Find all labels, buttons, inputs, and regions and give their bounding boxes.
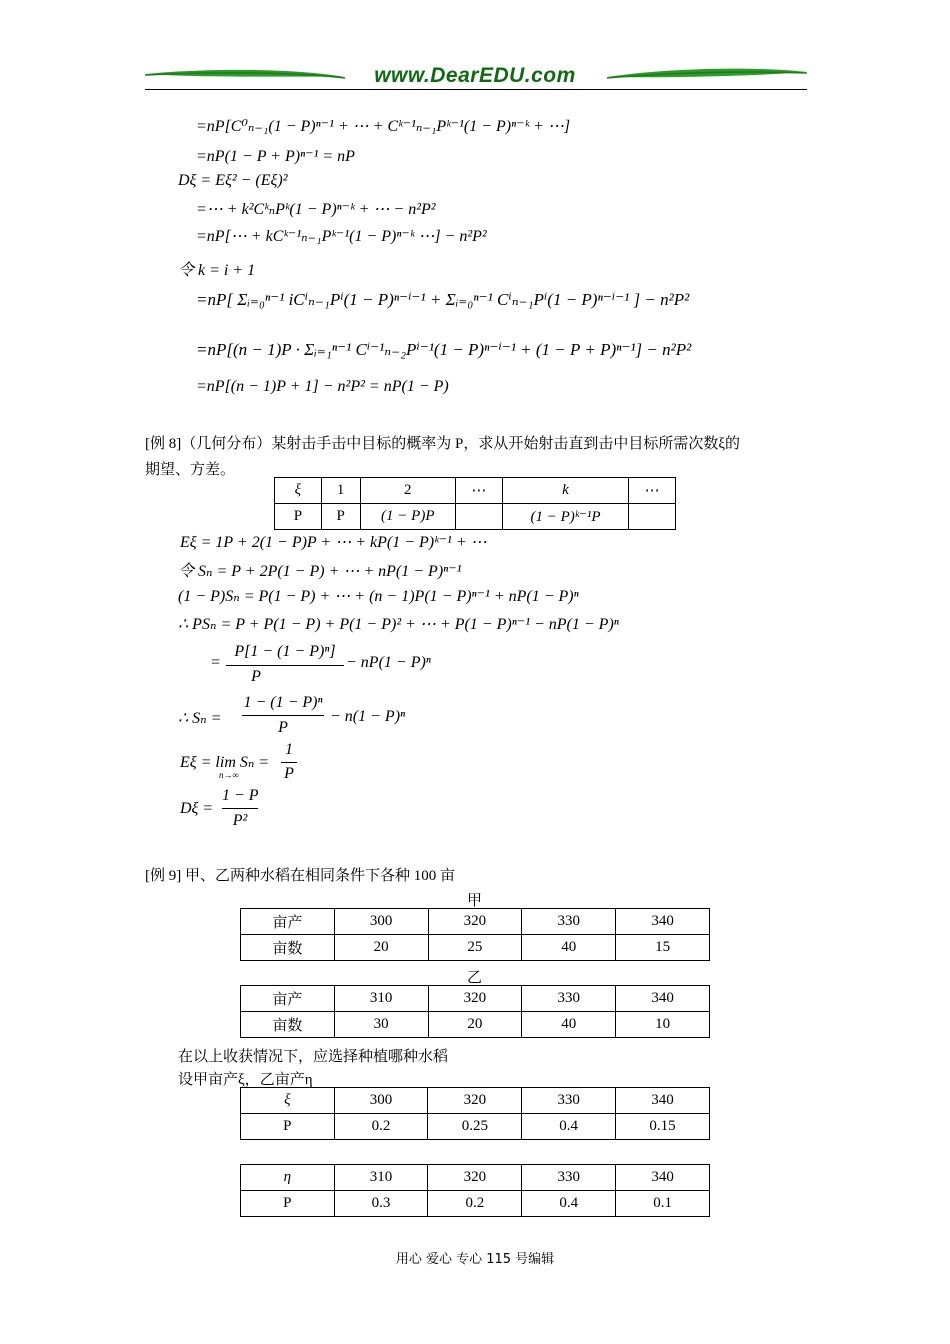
table-cell xyxy=(456,504,503,530)
formula-line: Eξ = 1P + 2(1 − P)P + ⋯ + kP(1 − P)ᵏ⁻¹ + ⋯ xyxy=(180,534,487,551)
example9-setup: 设甲亩产ξ，乙亩产η xyxy=(178,1072,313,1088)
table-cell: 320 xyxy=(428,1165,522,1191)
table-cell: 亩产 xyxy=(241,986,335,1012)
table-cell: ⋯ xyxy=(456,478,503,504)
table-cell: 310 xyxy=(334,986,428,1012)
formula-line: =nP[C⁰ₙ₋₁(1 − P)ⁿ⁻¹ + ⋯ + Cᵏ⁻¹ₙ₋₁Pᵏ⁻¹(1 − P)ⁿ⁻ᵏ + ⋯] xyxy=(196,118,571,135)
table-cell: 亩数 xyxy=(241,935,335,961)
formula-line: ∴ PSₙ = P + P(1 − P) + P(1 − P)² + ⋯ + P(1 − P)ⁿ⁻¹ − nP(1 − P)ⁿ xyxy=(178,616,619,633)
fraction-denominator: P xyxy=(251,668,261,685)
table-cell: 300 xyxy=(334,1088,428,1114)
table-eta xyxy=(240,1164,710,1217)
table-cell: 0.1 xyxy=(616,1191,710,1217)
table-yi xyxy=(240,985,710,1038)
fraction-bar xyxy=(242,715,324,716)
table-cell: (1 − P)P xyxy=(360,504,456,530)
fraction-bar xyxy=(226,665,344,666)
table-cell: 0.2 xyxy=(428,1191,522,1217)
table-cell: ξ xyxy=(275,478,322,504)
formula-lead: ∴ Sₙ = xyxy=(178,710,222,727)
table-cell: 330 xyxy=(522,1088,616,1114)
geometric-distribution-table xyxy=(274,477,676,530)
table-caption: 甲 xyxy=(467,893,483,909)
table-cell: 40 xyxy=(522,1012,616,1038)
table-cell: 20 xyxy=(428,1012,522,1038)
fraction-denominator: P xyxy=(278,719,288,736)
limit-subscript: n→∞ xyxy=(219,770,239,780)
table-cell: 2 xyxy=(360,478,456,504)
table-jia xyxy=(240,908,710,961)
table-cell: 0.15 xyxy=(616,1114,710,1140)
table-caption: 乙 xyxy=(467,970,483,986)
table-cell: 340 xyxy=(616,909,710,935)
table-cell: 30 xyxy=(334,1012,428,1038)
table-cell: P xyxy=(241,1114,335,1140)
table-cell: P xyxy=(321,504,360,530)
table-cell: P xyxy=(275,504,322,530)
table-cell: 340 xyxy=(616,986,710,1012)
fraction-denominator: P² xyxy=(232,812,248,829)
table-cell: 0.2 xyxy=(334,1114,428,1140)
formula-lead: Dξ = xyxy=(180,800,214,817)
formula-line: 令 k = i + 1 xyxy=(178,262,256,279)
site-title[interactable]: www.DearEDU.com xyxy=(374,64,576,87)
table-cell: 320 xyxy=(428,1088,522,1114)
table-cell: 25 xyxy=(428,935,522,961)
fraction-numerator: 1 − P xyxy=(222,787,259,804)
table-cell: 330 xyxy=(522,986,616,1012)
table-cell: 320 xyxy=(428,986,522,1012)
table-cell: 20 xyxy=(334,935,428,961)
header-rule xyxy=(145,89,807,90)
formula-prefix: = xyxy=(210,654,221,671)
formula-line: =⋯ + k²CᵏₙPᵏ(1 − P)ⁿ⁻ᵏ + ⋯ − n²P² xyxy=(196,201,436,218)
table-xi xyxy=(240,1087,710,1140)
fraction-numerator: 1 − (1 − P)ⁿ xyxy=(243,694,323,711)
table-cell xyxy=(629,504,676,530)
formula-line: 令 Sₙ = P + 2P(1 − P) + ⋯ + nP(1 − P)ⁿ⁻¹ xyxy=(178,563,462,580)
table-cell: 40 xyxy=(522,935,616,961)
table-cell: 340 xyxy=(616,1165,710,1191)
formula-lead: Eξ = lim Sₙ = xyxy=(180,754,270,771)
table-cell: η xyxy=(241,1165,335,1191)
table-cell: 320 xyxy=(428,909,522,935)
formula-line: =nP[(n − 1)P · Σᵢ₌₁ⁿ⁻¹ Cⁱ⁻¹ₙ₋₂Pⁱ⁻¹(1 − P)ⁿ⁻ⁱ⁻¹ + (1 − P + P)ⁿ⁻¹] − n²P² xyxy=(196,340,692,359)
table-cell: 330 xyxy=(522,1165,616,1191)
formula-line: =nP(1 − P + P)ⁿ⁻¹ = nP xyxy=(196,148,355,165)
fraction-numerator: P[1 − (1 − P)ⁿ] xyxy=(234,643,336,660)
fraction-denominator: P xyxy=(284,765,294,782)
table-cell: 0.25 xyxy=(428,1114,522,1140)
table-cell: 亩数 xyxy=(241,1012,335,1038)
table-cell: 0.4 xyxy=(522,1191,616,1217)
table-cell: 300 xyxy=(334,909,428,935)
formula-line: =nP[(n − 1)P + 1] − n²P² = nP(1 − P) xyxy=(196,378,449,395)
formula-line: (1 − P)Sₙ = P(1 − P) + ⋯ + (n − 1)P(1 − P)ⁿ⁻¹ + nP(1 − P)ⁿ xyxy=(178,588,579,605)
page-footer: 用心 爱心 专心 115 号编辑 xyxy=(395,1252,555,1267)
formula-suffix: − n(1 − P)ⁿ xyxy=(330,708,406,725)
table-cell: 亩产 xyxy=(241,909,335,935)
formula-line: =nP[⋯ + kCᵏ⁻¹ₙ₋₁Pᵏ⁻¹(1 − P)ⁿ⁻ᵏ ⋯] − n²P² xyxy=(196,228,487,245)
formula-line: Dξ = Eξ² − (Eξ)² xyxy=(178,172,288,189)
table-cell: ⋯ xyxy=(629,478,676,504)
example9-question: 在以上收获情况下，应选择种植哪种水稻 xyxy=(178,1049,449,1065)
example9-intro: [例 9] 甲、乙两种水稻在相同条件下各种 100 亩 xyxy=(145,868,455,884)
example8-text: [例 8]（几何分布）某射击手击中目标的概率为 P，求从开始射击直到击中目标所需次数ξ的 xyxy=(145,436,741,452)
table-cell: 330 xyxy=(522,909,616,935)
formula-suffix: − nP(1 − P)ⁿ xyxy=(346,654,431,671)
table-cell: 0.4 xyxy=(522,1114,616,1140)
formula-line: =nP[ Σᵢ₌₀ⁿ⁻¹ iCⁱₙ₋₁Pⁱ(1 − P)ⁿ⁻ⁱ⁻¹ + Σᵢ₌₀ⁿ⁻¹ Cⁱₙ₋₁Pⁱ(1 − P)ⁿ⁻ⁱ⁻¹ ] − n²P² xyxy=(196,290,690,309)
table-cell: 1 xyxy=(321,478,360,504)
table-cell: 15 xyxy=(616,935,710,961)
fraction-bar xyxy=(281,762,297,763)
table-cell: P xyxy=(241,1191,335,1217)
example8-text: 期望、方差。 xyxy=(145,462,236,478)
fraction-numerator: 1 xyxy=(285,741,293,758)
table-cell: k xyxy=(502,478,628,504)
table-cell: 0.3 xyxy=(334,1191,428,1217)
table-cell: 10 xyxy=(616,1012,710,1038)
table-cell: (1 − P)ᵏ⁻¹P xyxy=(502,504,628,530)
table-cell: 340 xyxy=(616,1088,710,1114)
fraction-bar xyxy=(222,808,258,809)
table-cell: 310 xyxy=(334,1165,428,1191)
table-cell: ξ xyxy=(241,1088,335,1114)
